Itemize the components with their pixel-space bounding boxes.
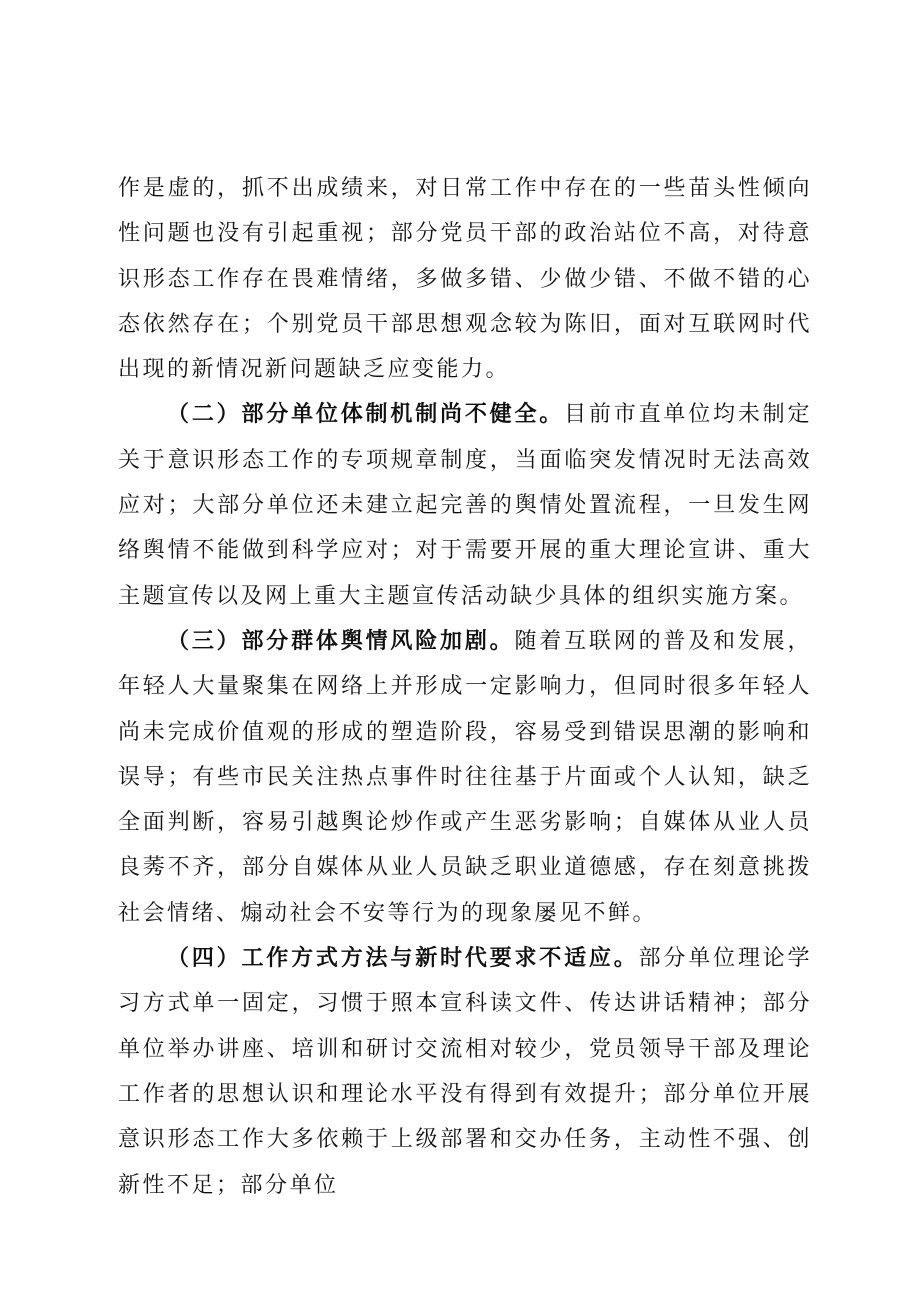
section-heading-2: （二）部分单位体制机制尚不健全。 <box>167 401 565 428</box>
section-paragraph-2 <box>118 392 812 618</box>
continuation-paragraph: 作是虚的，抓不出成绩来，对日常工作中存在的一些苗头性倾向性问题也没有引起重视；部分党员干部的政治站位不高，对待意识形态工作存在畏难情绪，多做多错、少做少错、不做不错的心态依然存在；个别党员干部思想观念较为陈旧，面对互联网时代出现的新情况新问题缺乏应变能力。 <box>118 176 812 383</box>
section-body-2: 目前市直单位均未制定关于意识形态工作的专项规章制度，当面临突发情况时无法高效应对；大部分单位还未建立起完善的舆情处置流程，一旦发生网络舆情不能做到科学应对；对于需要开展的重大理论宣讲、重大主题宣传以及网上重大主题宣传活动缺少具体的组织实施方案。 <box>118 402 812 609</box>
document-page <box>118 166 812 1208</box>
section-heading-4: （四）工作方式方法与新时代要求不适应。 <box>167 945 639 972</box>
section-paragraph-4 <box>118 936 812 1208</box>
section-heading-3: （三）部分群体舆情风险加剧。 <box>167 627 515 654</box>
section-paragraph-3 <box>118 619 812 936</box>
section-body-3: 随着互联网的普及和发展，年轻人大量聚集在网络上并形成一定影响力，但同时很多年轻人尚未完成价值观的形成的塑造阶段，容易受到错误思潮的影响和误导；有些市民关注热点事件时往往基于片面或个人认知，缺乏全面判断，容易引越舆论炒作或产生恶劣影响；自媒体从业人员良莠不齐，部分自媒体从业人员缺乏职业道德感，存在刻意挑拨社会情绪、煽动社会不安等行为的现象屡见不鲜。 <box>118 628 812 926</box>
section-body-4: 部分单位理论学习方式单一固定，习惯于照本宣科读文件、传达讲话精神；部分单位举办讲座、培训和研讨交流相对较少，党员领导干部及理论工作者的思想认识和理论水平没有得到有效提升；部分单位开展意识形态工作大多依赖于上级部署和交办任务，主动性不强、创新性不足；部分单位 <box>118 946 812 1198</box>
